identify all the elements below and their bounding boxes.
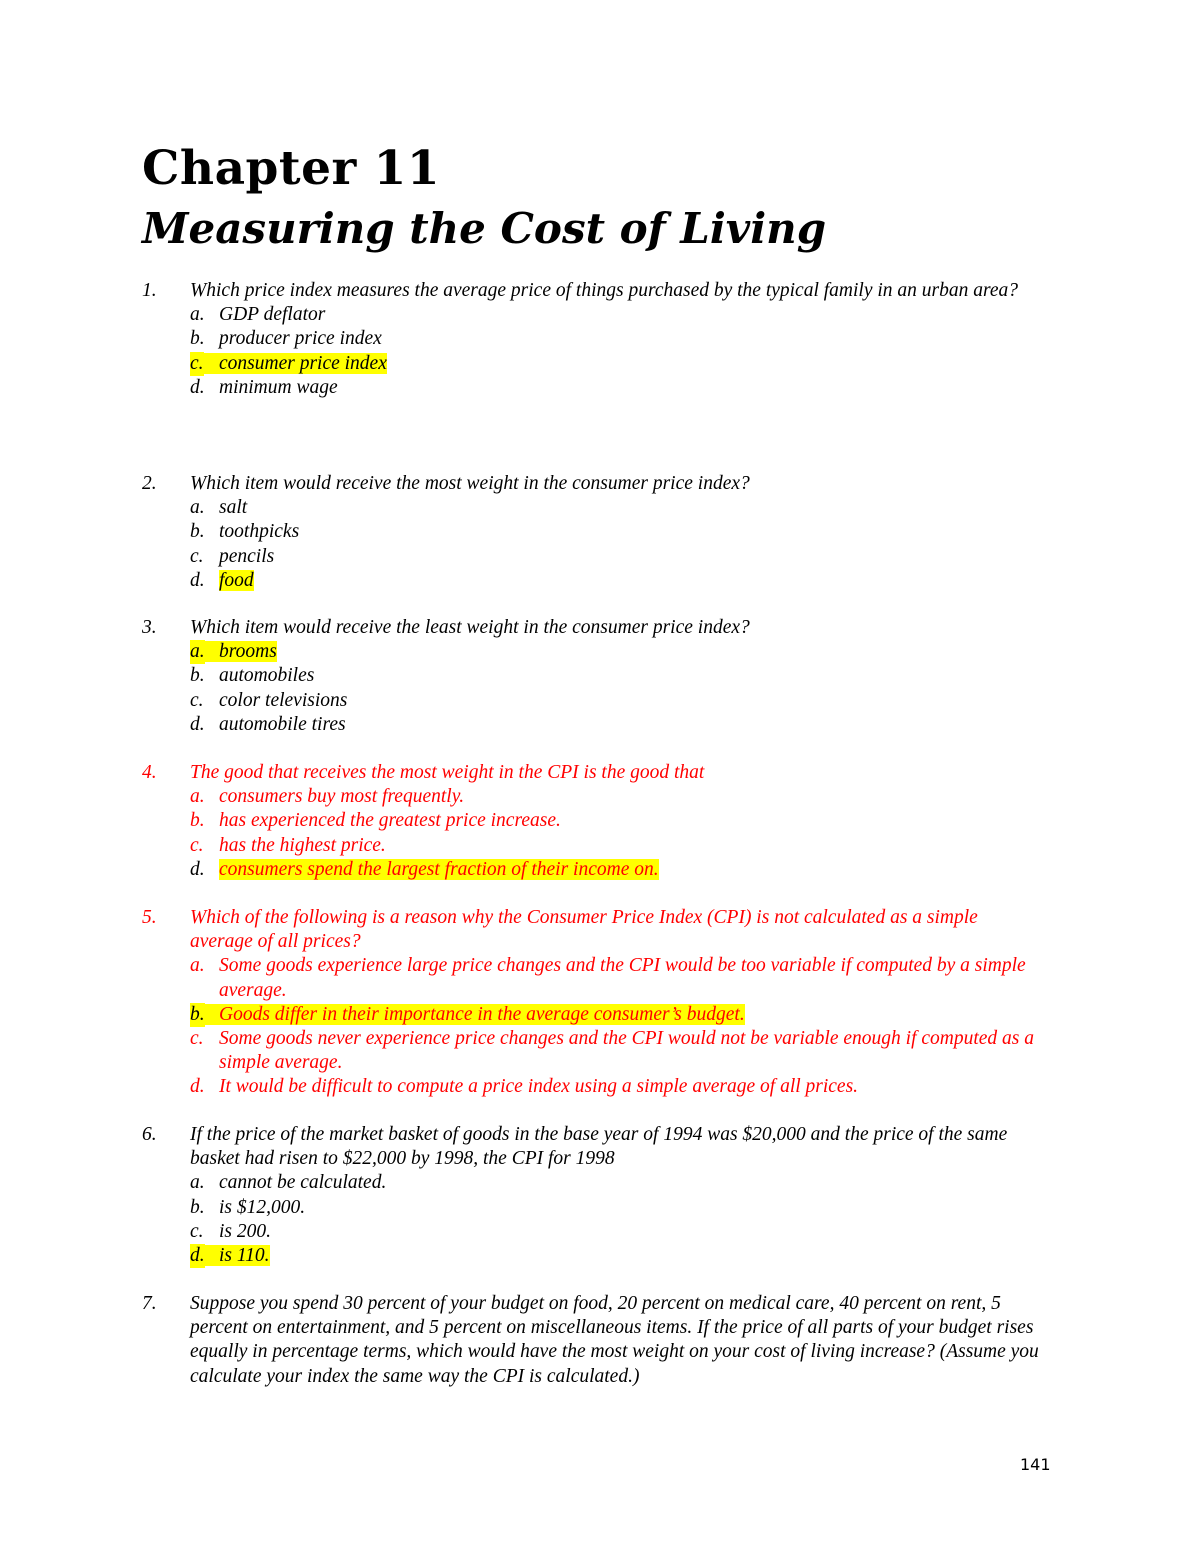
option-a (142, 496, 1042, 520)
option-letter: a. (190, 955, 205, 977)
option-text: has the highest price. (219, 834, 386, 856)
question-stem (142, 761, 1042, 785)
question-number: 7. (142, 1293, 157, 1314)
option-text: Some goods experience large price changes and the CPI would be too variable if computed by a simple average. (219, 955, 1026, 1001)
option-letter: b. (190, 810, 205, 832)
option-letter: b. (190, 1196, 205, 1218)
question-5 (142, 906, 1042, 1100)
question-text: Which of the following is a reason why the Consumer Price Index (CPI) is not calculated as a simple average of all prices? (190, 907, 978, 953)
option-text: is $12,000. (219, 1196, 306, 1218)
option-text: cannot be calculated. (219, 1172, 387, 1194)
option-b (142, 327, 1042, 351)
question-1 (142, 279, 1042, 400)
question-number: 3. (142, 617, 157, 638)
option-letter: d. (190, 376, 205, 398)
option-text: minimum wage (219, 376, 338, 398)
option-b (142, 520, 1042, 544)
question-stem (142, 1123, 1042, 1171)
option-a-answer (142, 640, 1042, 664)
option-b (142, 809, 1042, 833)
option-text: brooms (190, 641, 277, 662)
option-text: It would be difficult to compute a price index using a simple average of all prices. (219, 1076, 859, 1098)
question-text: Which price index measures the average price of things purchased by the typical family in an urban area? (190, 280, 1019, 301)
option-text: is 110. (190, 1245, 270, 1266)
question-text: Suppose you spend 30 percent of your budget on food, 20 percent on medical care, 40 percent on rent, 5 percent on entertainment, and 5 percent on miscellaneous items. If the price of all parts of your budget rises equally in percentage terms, which would have the most weight on your cost of living increase? (Assume you calculate your index the same way the CPI is calculated.) (190, 1293, 1039, 1387)
question-stem (142, 279, 1042, 303)
option-text: Some goods never experience price changes and the CPI would not be variable enough if computed as a simple average. (219, 1028, 1035, 1074)
option-a (142, 303, 1042, 327)
option-c (142, 1220, 1042, 1244)
option-d-answer (142, 1244, 1042, 1268)
option-c (142, 545, 1042, 569)
option-letter: a. (190, 640, 205, 664)
question-6 (142, 1123, 1042, 1268)
option-b (142, 1196, 1042, 1220)
option-letter: a. (190, 1172, 205, 1194)
option-c (142, 834, 1042, 858)
option-letter: b. (190, 328, 205, 350)
option-letter: b. (190, 665, 205, 687)
option-text: automobile tires (219, 713, 346, 735)
option-text: consumer price index (190, 353, 387, 374)
option-text: Goods differ in their importance in the average consumer’s budget. (190, 1004, 745, 1025)
option-letter: d. (190, 858, 205, 880)
option-a (142, 785, 1042, 809)
chapter-heading: Chapter 11 (142, 141, 441, 196)
option-letter: c. (190, 352, 204, 376)
option-letter: c. (190, 834, 204, 856)
option-letter: c. (190, 545, 204, 567)
option-text: automobiles (219, 665, 315, 687)
question-7 (142, 1292, 1042, 1389)
option-letter: a. (190, 786, 205, 808)
option-a (142, 1171, 1042, 1195)
option-a (142, 954, 1042, 1002)
option-text: food (219, 569, 254, 591)
option-letter: c. (190, 1028, 204, 1050)
option-letter: a. (190, 497, 205, 519)
question-stem (142, 616, 1042, 640)
option-text: salt (219, 497, 248, 519)
option-text: GDP deflator (219, 304, 326, 326)
option-text: pencils (219, 545, 275, 567)
question-2 (142, 472, 1042, 593)
question-text: If the price of the market basket of goods in the base year of 1994 was $20,000 and the price of the same basket had risen to $22,000 by 1998, the CPI for 1998 (190, 1124, 1008, 1170)
question-stem (142, 1292, 1042, 1389)
question-text: The good that receives the most weight in the CPI is the good that (190, 762, 705, 783)
option-letter: c. (190, 689, 204, 711)
question-number: 4. (142, 762, 157, 783)
option-text: is 200. (219, 1220, 272, 1242)
question-number: 2. (142, 473, 157, 494)
option-text: consumers buy most frequently. (219, 786, 465, 808)
question-number: 1. (142, 280, 157, 301)
option-d-answer (142, 858, 1042, 882)
question-4 (142, 761, 1042, 882)
option-letter: d. (190, 713, 205, 735)
option-d (142, 713, 1042, 737)
question-3 (142, 616, 1042, 737)
option-text: has experienced the greatest price increase. (219, 810, 561, 832)
option-d (142, 1075, 1042, 1099)
option-letter: b. (190, 1003, 205, 1027)
option-letter: c. (190, 1220, 204, 1242)
option-text: toothpicks (219, 521, 300, 543)
option-letter: d. (190, 1076, 205, 1098)
option-text: producer price index (219, 328, 382, 350)
chapter-subtitle: Measuring the Cost of Living (142, 204, 827, 253)
option-c-answer (142, 352, 1042, 376)
question-stem (142, 906, 1042, 954)
question-stem (142, 472, 1042, 496)
option-letter: a. (190, 304, 205, 326)
option-text: consumers spend the largest fraction of their income on. (219, 858, 659, 880)
option-letter: b. (190, 521, 205, 543)
option-d-answer (142, 569, 1042, 593)
option-text: color televisions (219, 689, 348, 711)
question-number: 6. (142, 1124, 157, 1145)
option-c (142, 689, 1042, 713)
page-number: 141 (1020, 1455, 1051, 1474)
option-c (142, 1027, 1042, 1075)
option-letter: d. (190, 569, 205, 591)
option-d (142, 376, 1042, 400)
question-text: Which item would receive the most weight in the consumer price index? (190, 473, 750, 494)
option-b-answer (142, 1003, 1042, 1027)
question-number: 5. (142, 907, 157, 928)
option-letter: d. (190, 1244, 205, 1268)
option-b (142, 664, 1042, 688)
question-text: Which item would receive the least weight in the consumer price index? (190, 617, 750, 638)
